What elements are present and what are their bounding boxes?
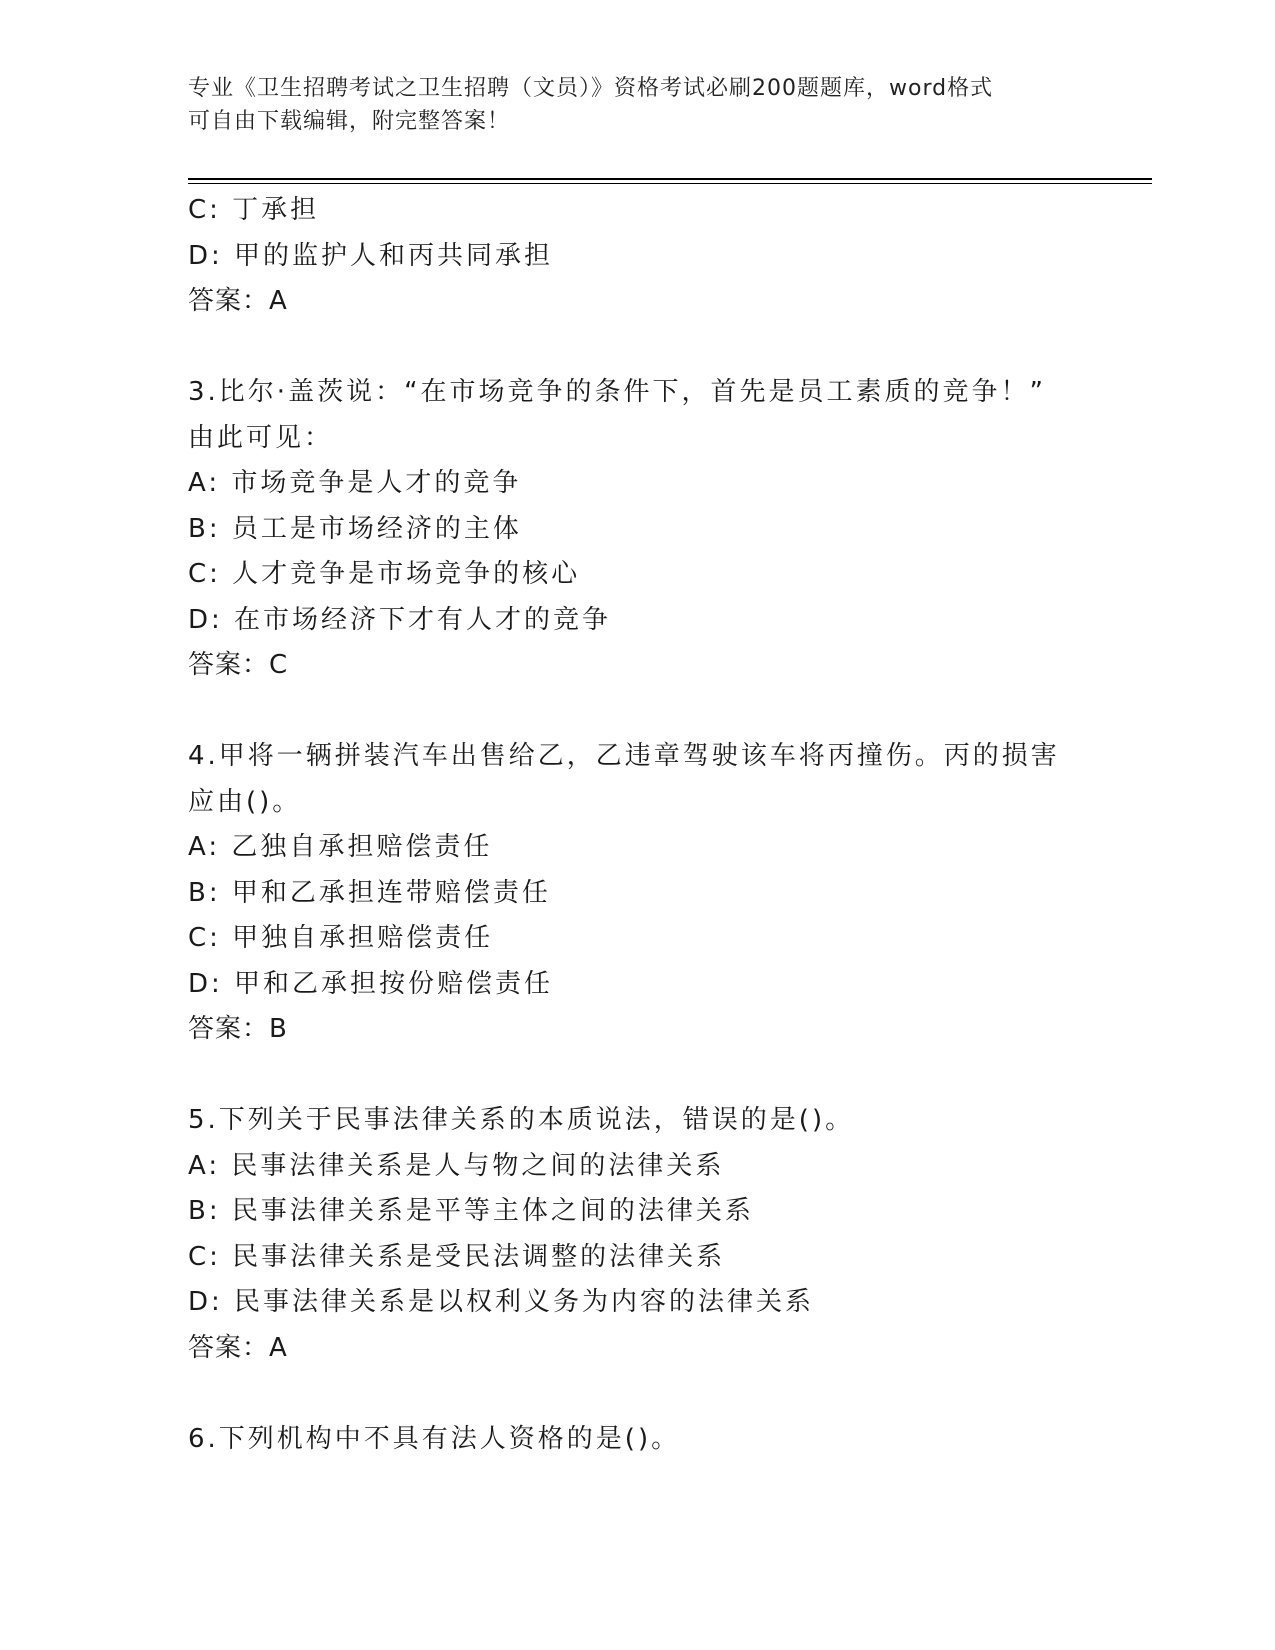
question-4-option-b: B: 甲和乙承担连带赔偿责任 [188, 877, 551, 908]
question-6 [188, 1417, 1088, 1463]
question-5-option-d: D: 民事法律关系是以权利义务为内容的法律关系 [188, 1287, 815, 1317]
question-2-tail [188, 188, 1088, 325]
question-5-option-c: C: 民事法律关系是受民法调整的法律关系 [188, 1241, 726, 1272]
header-divider-thin [188, 183, 1152, 184]
question-3-answer: 答案：C [188, 650, 289, 680]
question-2-option-c: C: 丁承担 [188, 195, 320, 225]
header-title-line-1: 专业《卫生招聘考试之卫生招聘（文员）》资格考试必刷200题题库，word格式 [188, 76, 994, 101]
question-5-stem-line-1: 5.下列关于民事法律关系的本质说法，错误的是()。 [188, 1105, 855, 1135]
question-4 [188, 734, 1088, 1053]
header-divider-thick [188, 178, 1152, 180]
question-3-stem-line-2: 由此可见： [188, 422, 334, 453]
question-2-answer: 答案：A [188, 286, 288, 316]
question-3 [188, 370, 1088, 689]
question-spacer [188, 325, 1088, 371]
question-4-stem-line-1: 4.甲将一辆拼装汽车出售给乙，乙违章驾驶该车将丙撞伤。丙的损害 [188, 741, 1060, 771]
question-6-stem-line-1: 6.下列机构中不具有法人资格的是()。 [188, 1423, 681, 1454]
question-4-option-c: C: 甲独自承担赔偿责任 [188, 923, 494, 953]
header-title-line-2: 可自由下载编辑，附完整答案！ [188, 109, 511, 134]
question-3-stem-line-1: 3.比尔·盖茨说：“在市场竞争的条件下，首先是员工素质的竞争！” [188, 377, 1047, 407]
question-spacer [188, 1053, 1088, 1099]
question-content [188, 188, 1088, 1462]
question-spacer [188, 1371, 1088, 1417]
question-4-answer: 答案：B [188, 1014, 288, 1044]
question-5-option-b: B: 民事法律关系是平等主体之间的法律关系 [188, 1196, 754, 1226]
question-5-option-a: A: 民事法律关系是人与物之间的法律关系 [188, 1150, 725, 1181]
question-5 [188, 1098, 1088, 1371]
question-4-option-d: D: 甲和乙承担按份赔偿责任 [188, 968, 554, 999]
question-2-option-d: D: 甲的监护人和丙共同承担 [188, 240, 554, 271]
question-spacer [188, 689, 1088, 735]
question-3-option-d: D: 在市场经济下才有人才的竞争 [188, 604, 612, 635]
question-4-stem-line-2: 应由()。 [188, 786, 302, 817]
question-3-option-b: B: 员工是市场经济的主体 [188, 513, 522, 544]
question-5-answer: 答案：A [188, 1332, 288, 1363]
document-header [188, 72, 1088, 138]
question-3-option-c: C: 人才竞争是市场竞争的核心 [188, 559, 581, 589]
question-3-option-a: A: 市场竞争是人才的竞争 [188, 468, 522, 498]
question-4-option-a: A: 乙独自承担赔偿责任 [188, 832, 493, 862]
